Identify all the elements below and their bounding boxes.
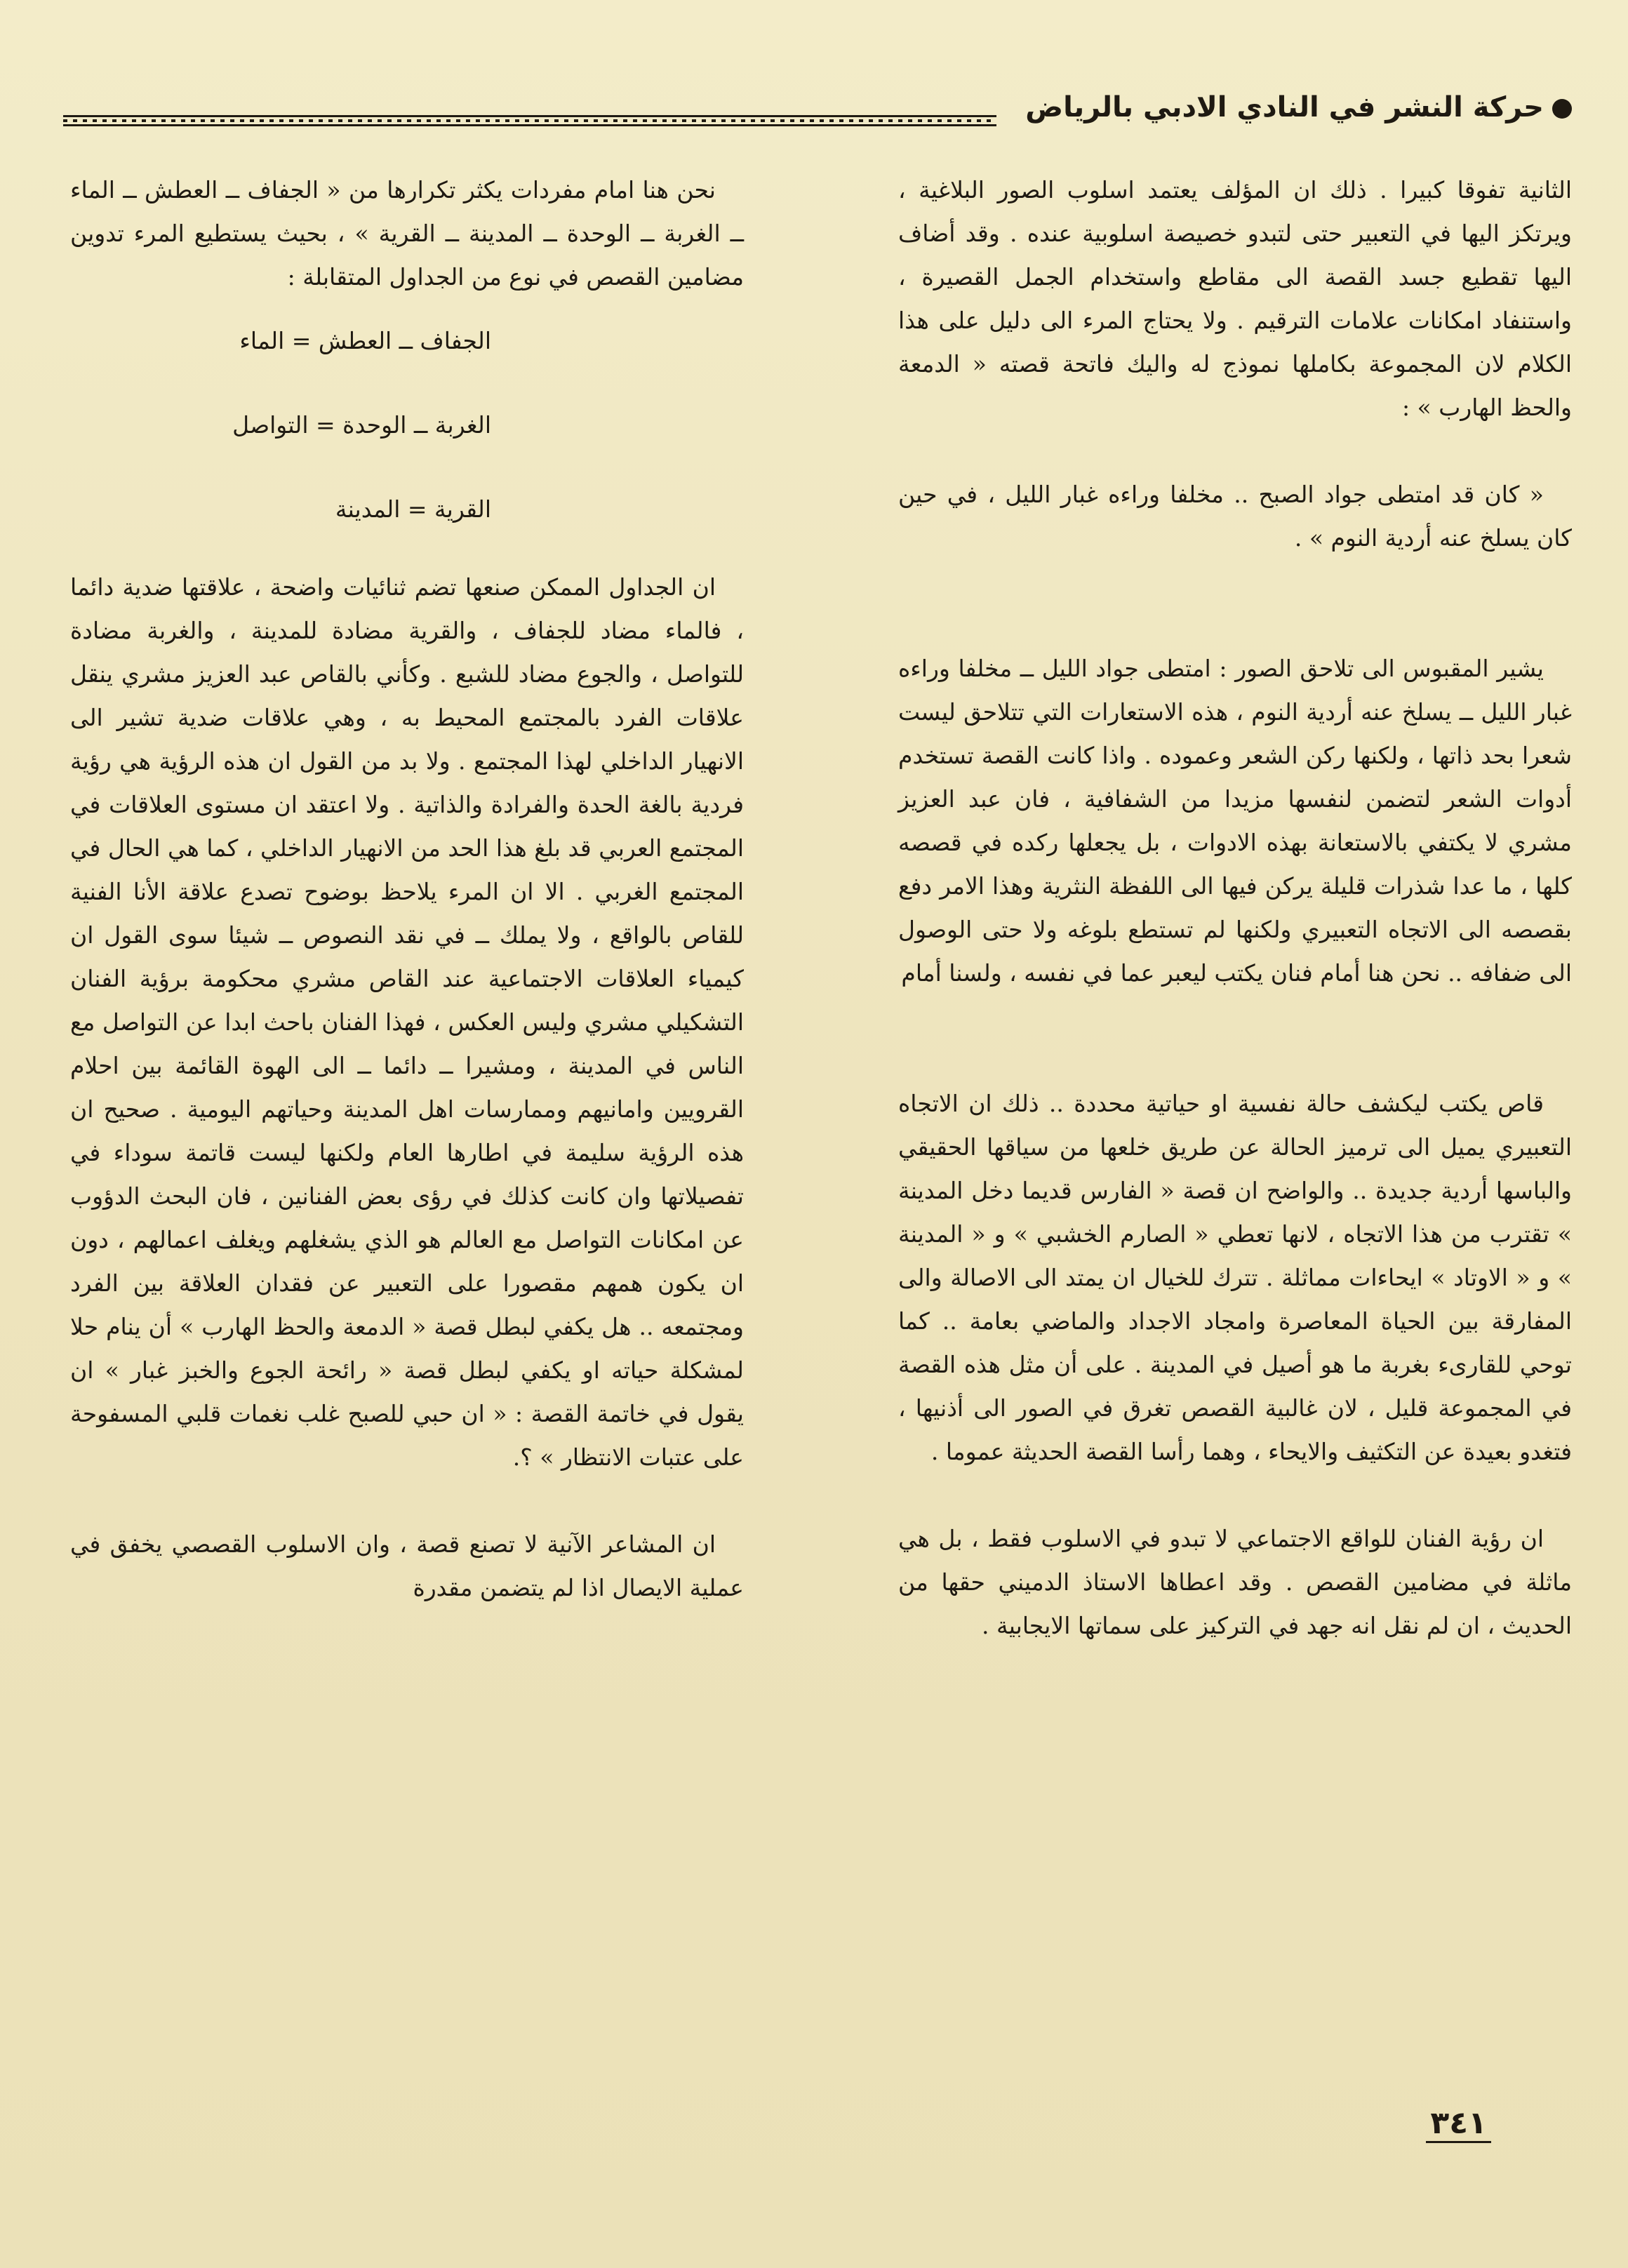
formula-line-3: القرية = المدينة [335,495,491,523]
right-column [898,168,1572,1648]
left-column [70,168,744,1610]
right-paragraph-4: ان رؤية الفنان للواقع الاجتماعي لا تبدو في الاسلوب فقط ، بل هي ماثلة في مضامين القصص . وقد اعطاها الاستاذ الدميني حقها من الحديث ، ان لم نقل انه جهد في التركيز على سماتها الايجابية . [898,1525,1572,1639]
right-paragraph-2: يشير المقبوس الى تلاحق الصور : امتطى جواد الليل ــ مخلفا وراءه غبار الليل ــ يسلخ عنه أردية النوم ، هذه الاستعارات التي تتلاحق ليست شعرا بحد ذاتها ، ولكنها ركن الشعر وعموده . واذا كانت القصة تستخدم أدوات الشعر لتضمن لنفسها مزيدا من الشفافية ، فان عبد العزيز مشري لا يكتفي بالاستعانة بهذه الادوات ، بل يجعلها ركده في قصصه كلها ، ما عدا شذرات قليلة يركن فيها الى اللفظة النثرية وهذا الامر دفع بقصصه الى الاتجاه التعبيري ولكنها لم تستطع بلوغه ولا حتى الوصول الى ضفافه .. نحن هنا أمام فنان يكتب ليعبر عما في نفسه ، ولسنا أمام [898,655,1572,987]
header-title-text: حركة النشر في النادي الادبي بالرياض [1025,91,1544,124]
right-paragraph-1: الثانية تفوقا كبيرا . ذلك ان المؤلف يعتمد اسلوب الصور البلاغية ، ويرتكز اليها في التعبير حتى لتبدو خصيصة اسلوبية عنده . وقد أضاف اليها تقطيع جسد القصة الى مقاطع واستخدام الجمل القصيرة ، واستنفاد امكانات علامات الترقيم . ولا يحتاج المرء الى دليل على هذا الكلام لان المجموعة بكاملها نموذج له واليك فاتحة قصته « الدمعة والحظ الهارب » : [898,176,1572,421]
page-number: ٣٤١ [1426,2105,1491,2143]
left-paragraph-2: ان الجداول الممكن صنعها تضم ثنائيات واضحة ، علاقتها ضدية دائما ، فالماء مضاد للجفاف ، والقرية مضادة للمدينة ، والغربة مضادة للتواصل ، والجوع مضاد للشبع . وكأني بالقاص عبد العزيز مشري ينقل علاقات الفرد بالمجتمع المحيط به ، وهي علاقات ضدية تشير الى الانهيار الداخلي لهذا المجتمع . ولا بد من القول ان هذه الرؤية هي رؤية فردية بالغة الحدة والفرادة والذاتية . ولا اعتقد ان مستوى العلاقات في المجتمع العربي قد بلغ هذا الحد من الانهيار الداخلي ، كما هي الحال في المجتمع الغربي . الا ان المرء يلاحظ بوضوح تصدع علاقة الأنا الفنية للقاص بالواقع ، ولا يملك ــ في نقد النصوص ــ شيئا سوى القول ان كيمياء العلاقات الاجتماعية عند القاص مشري محكومة برؤية الفنان التشكيلي مشري وليس العكس ، فهذا الفنان باحث ابدا عن التواصل مع الناس في المدينة ، ومشيرا ــ دائما ــ الى الهوة القائمة بين احلام القرويين وامانيهم وممارسات اهل المدينة وحياتهم اليومية . صحيح ان هذه الرؤية سليمة في اطارها العام ولكنها ليست قاتمة سوداء في تفصيلاتها وان كانت كذلك في رؤى بعض الفنانين ، فان البحث الدؤوب عن امكانات التواصل مع العالم هو الذي يشغلهم ويغلف اعمالهم ، دون ان يكون همهم مقصورا على التعبير عن فقدان العلاقة بين الفرد ومجتمعه .. هل يكفي لبطل قصة « الدمعة والحظ الهارب » أن ينام حلا لمشكلة حياته او يكفي لبطل قصة « رائحة الجوع والخبز غبار » ان يقول في خاتمة القصة : « ان حبي للصبح غلب نغمات قلبي المسفوحة على عتبات الانتظار » ؟. [70,573,745,1471]
left-paragraph-1: نحن هنا امام مفردات يكثر تكرارها من « الجفاف ــ العطش ــ الماء ــ الغربة ــ الوحدة ــ المدينة ــ القرية » ، بحيث يستطيع المرء تدوين مضامين القصص في نوع من الجداول المتقابلة : [70,176,744,291]
right-quote: « كان قد امتطى جواد الصبح .. مخلفا وراءه غبار الليل ، في حين كان يسلخ عنه أردية النوم » . [898,481,1572,552]
formula-line-1: الجفاف ــ العطش = الماء [239,327,491,354]
formula-line-2: الغربة ــ الوحدة = التواصل [232,411,491,439]
running-header [63,84,1572,140]
bullet-icon [1552,99,1572,119]
header-rule [63,115,996,126]
header-title [1025,91,1572,124]
right-paragraph-3: قاص يكتب ليكشف حالة نفسية او حياتية محددة .. ذلك ان الاتجاه التعبيري يميل الى ترميز الحالة عن طريق خلعها من سياقها الحقيقي والباسها أردية جديدة .. والواضح ان قصة « الفارس قديما دخل المدينة » تقترب من هذا الاتجاه ، لانها تعطي « الصارم الخشبي » و « المدينة » و « الاوتاد » ايحاءات مماثلة . تترك للخيال ان يمتد الى الاصالة والى المفارقة بين الحياة المعاصرة وامجاد الاجداد والماضي بعامة .. كما توحي للقارىء بغربة ما هو أصيل في المدينة . على أن مثل هذه القصة في المجموعة قليل ، لان غالبية القصص تغرق في الصور الى أذنيها ، فتغدو بعيدة عن التكثيف والايحاء ، وهما رأسا القصة الحديثة عموما . [898,1090,1572,1465]
left-paragraph-3: ان المشاعر الآنية لا تصنع قصة ، وان الاسلوب القصصي يخفق في عملية الايصال اذا لم يتضمن مقدرة [70,1530,744,1601]
